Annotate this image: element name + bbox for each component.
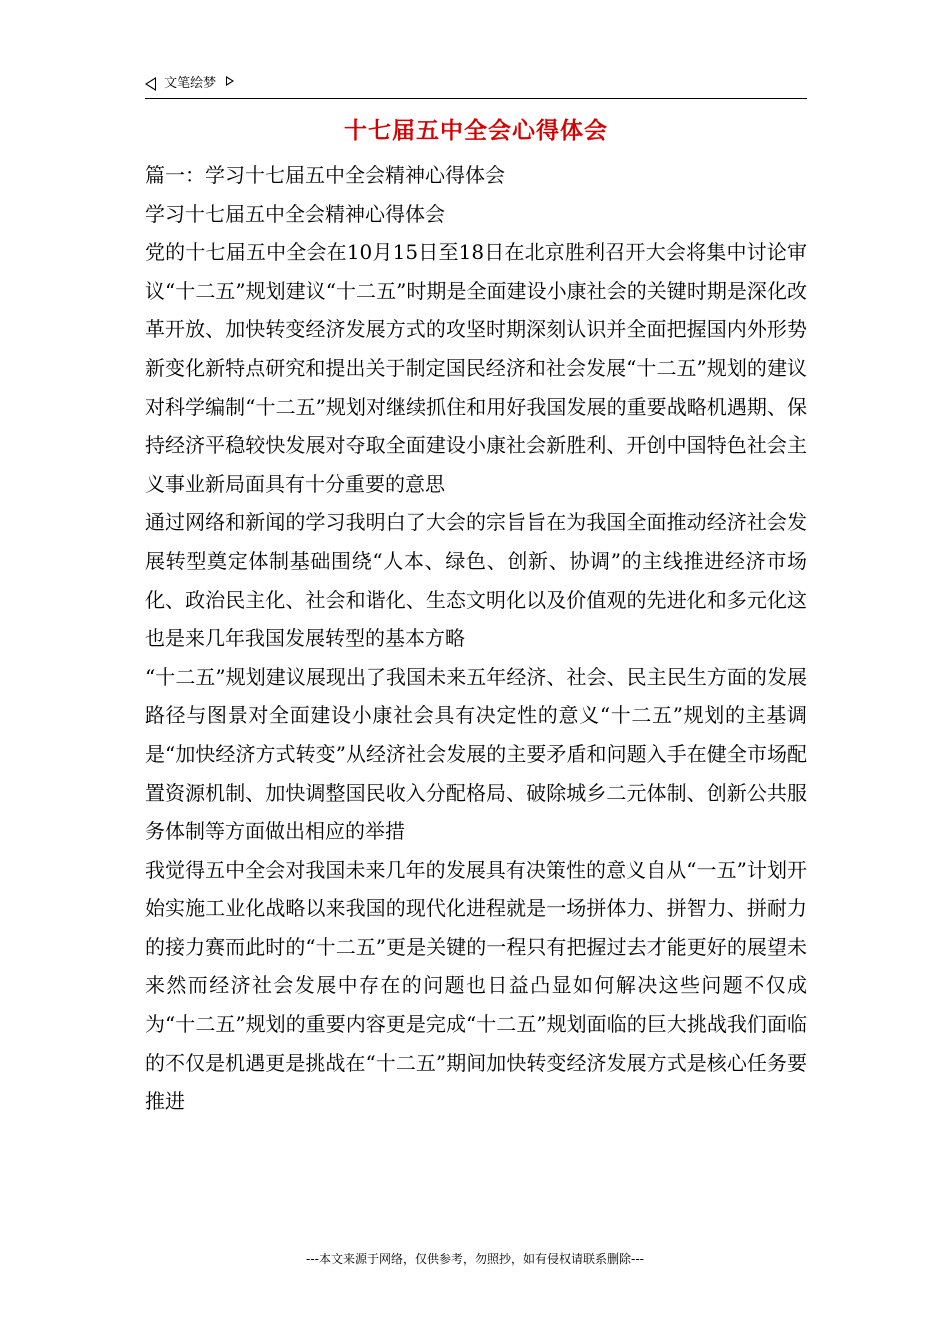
document-body xyxy=(145,156,807,1121)
right-triangle-icon xyxy=(226,76,234,86)
document-title: 十七届五中全会心得体会 xyxy=(344,118,608,144)
paragraph: 通过网络和新闻的学习我明白了大会的宗旨旨在为我国全面推动经济社会发展转型奠定体制基础围绕“人本、绿色、创新、协调”的主线推进经济市场化、政治民主化、社会和谐化、生态文明化以及价值观的先进化和多元化这也是来几年我国发展转型的基本方略 xyxy=(145,510,807,651)
paragraph: 我觉得五中全会对我国未来几年的发展具有决策性的意义自从“一五”计划开始实施工业化战略以来我国的现代化进程就是一场拼体力、拼智力、拼耐力的接力赛而此时的“十二五”更是关键的一程只有把握过去才能更好的展望未来然而经济社会发展中存在的问题也日益凸显如何解决这些问题不仅成为“十二五”规划的重要内容更是完成“十二五”规划面临的巨大挑战我们面临的不仅是机遇更是挑战在“十二五”期间加快转变经济发展方式是核心任务要推进 xyxy=(145,857,807,1114)
left-triangle-icon xyxy=(145,77,156,91)
page-footer: ---本文来源于网络，仅供参考，勿照抄，如有侵权请联系删除--- xyxy=(306,1252,644,1266)
paragraph: “十二五”规划建议展现出了我国未来五年经济、社会、民主民生方面的发展路径与图景对全面建设小康社会具有决定性的意义“十二五”规划的主基调是“加快经济方式转变”从经济社会发展的主要矛盾和问题入手在健全市场配置资源机制、加快调整国民收入分配格局、破除城乡二元体制、创新公共服务体制等方面做出相应的举措 xyxy=(145,664,807,844)
paragraph: 党的十七届五中全会在10月15日至18日在北京胜利召开大会将集中讨论审议“十二五”规划建议“十二五”时期是全面建设小康社会的关键时期是深化改革开放、加快转变经济发展方式的攻坚时期深刻认识并全面把握国内外形势新变化新特点研究和提出关于制定国民经济和社会发展“十二五”规划的建议对科学编制“十二五”规划对继续抓住和用好我国发展的重要战略机遇期、保持经济平稳较快发展对夺取全面建设小康社会新胜利、开创中国特色社会主义事业新局面具有十分重要的意思 xyxy=(145,240,807,496)
header-brand: 文笔绘梦 xyxy=(164,76,217,91)
page-header xyxy=(145,74,807,99)
subheading: 学习十七届五中全会精神心得体会 xyxy=(145,201,445,226)
section-heading: 篇一：学习十七届五中全会精神心得体会 xyxy=(145,163,505,187)
